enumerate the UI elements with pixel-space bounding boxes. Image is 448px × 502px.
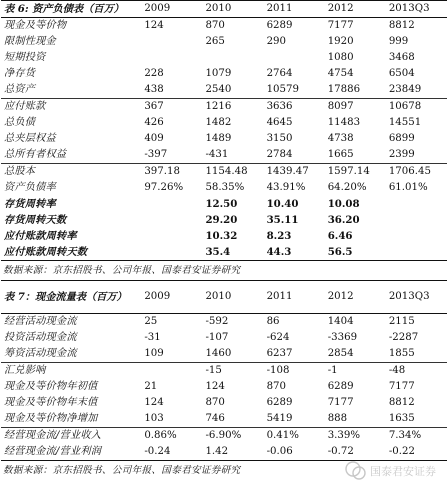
column-header: 2011 — [264, 281, 325, 314]
table-cell: -2287 — [388, 332, 419, 343]
row-label: 投资活动现金流 — [4, 332, 77, 343]
table-cell: 888 — [327, 413, 348, 424]
table-cell: 0.86% — [141, 428, 202, 445]
table-cell — [386, 196, 447, 212]
table-row — [1, 82, 447, 99]
table-cell: 7.34% — [386, 428, 447, 445]
row-label: 现金及等价物净增加 — [4, 413, 98, 424]
table-cell: 97.26% — [144, 182, 184, 193]
row-label: 净存货 — [4, 68, 36, 79]
table-cell: 109 — [144, 348, 164, 359]
row-label: 现金及等价物年末值 — [4, 397, 98, 408]
table-cell: -624 — [266, 332, 290, 343]
table-cell: 11483 — [327, 117, 361, 128]
table-row — [1, 228, 447, 244]
table-cell — [141, 244, 202, 261]
table-cell: 870 — [205, 20, 225, 31]
table-cell: -397 — [144, 149, 168, 160]
table-cell: 10.08 — [327, 198, 360, 210]
column-header: 2013Q3 — [386, 1, 447, 18]
table-cell: 29.20 — [205, 214, 238, 226]
table-cell: 1154.48 — [202, 164, 263, 181]
cash-flow-title: 表 7：现金流量表（百万） — [1, 281, 141, 314]
table-cell: 4754 — [327, 68, 354, 79]
table-cell: -3369 — [327, 332, 358, 343]
table-row — [1, 66, 447, 82]
column-header: 2009 — [141, 281, 202, 314]
table-cell: 6289 — [266, 20, 293, 31]
table-cell: 35.4 — [202, 244, 263, 261]
table-cell: 103 — [144, 413, 164, 424]
column-header: 2011 — [264, 1, 325, 18]
table-cell: -15 — [202, 363, 263, 380]
table-cell — [386, 228, 447, 244]
row-label: 应付账款周转天数 — [1, 244, 141, 261]
table-cell: -31 — [144, 332, 161, 343]
row-label: 现金及等价物 — [4, 20, 67, 31]
balance-sheet-table — [1, 0, 447, 261]
table-cell: 1855 — [388, 348, 415, 359]
row-label: 应付账款 — [1, 99, 141, 116]
table-cell: 6504 — [388, 68, 415, 79]
table-row — [1, 99, 447, 116]
table-row — [1, 411, 447, 428]
table-cell: -592 — [205, 316, 229, 327]
cash-flow-header-row — [1, 281, 447, 314]
table-cell: 124 — [144, 20, 164, 31]
table-cell: 6289 — [266, 397, 293, 408]
table-cell: 56.5 — [325, 244, 386, 261]
table-cell: 35.11 — [266, 214, 299, 226]
table-cell: 5419 — [266, 413, 293, 424]
table-cell: 10678 — [386, 99, 447, 116]
table-cell: 1482 — [205, 117, 232, 128]
table-cell: 1665 — [327, 149, 354, 160]
table-cell: 397.18 — [141, 164, 202, 181]
table-cell: 7177 — [327, 20, 354, 31]
column-header: 2010 — [202, 281, 263, 314]
table-cell: 10.32 — [205, 230, 238, 242]
row-label: 总夹层权益 — [4, 133, 56, 144]
table-cell: 1460 — [205, 348, 232, 359]
table-cell: 124 — [144, 397, 164, 408]
table-cell: 23849 — [388, 84, 422, 95]
table-cell — [141, 196, 202, 212]
table-cell: 870 — [266, 381, 287, 392]
table-row — [1, 50, 447, 66]
row-label: 资产负债率 — [4, 182, 56, 193]
wechat-logo-icon — [344, 458, 440, 484]
table-row — [1, 346, 447, 363]
column-header: 2013Q3 — [386, 281, 447, 314]
table-cell: 7177 — [388, 381, 415, 392]
table-cell: 1439.47 — [264, 164, 325, 181]
watermark-text: 国泰君安证券 — [370, 465, 436, 478]
table-cell: 8812 — [388, 20, 415, 31]
table-row — [1, 115, 447, 131]
table-cell: 228 — [144, 68, 164, 79]
balance-sheet-header-row — [1, 1, 447, 18]
column-header: 2012 — [325, 1, 386, 18]
table-cell: 438 — [144, 84, 164, 95]
table-cell: 1706.45 — [386, 164, 447, 181]
table-cell: 426 — [144, 117, 164, 128]
table-row — [1, 428, 447, 445]
table-cell: 2764 — [266, 68, 293, 79]
table-cell: 17886 — [327, 84, 361, 95]
table-cell: -0.72 — [325, 444, 386, 461]
table-row — [1, 131, 447, 147]
table-cell: 3.39% — [325, 428, 386, 445]
table-cell — [141, 34, 202, 50]
table-cell: 409 — [144, 133, 164, 144]
table-cell: 3150 — [266, 133, 293, 144]
table-cell: 367 — [141, 99, 202, 116]
row-label: 短期投资 — [4, 52, 46, 63]
row-label: 限制性现金 — [4, 36, 56, 47]
table-cell: -431 — [205, 149, 229, 160]
table-row — [1, 212, 447, 228]
table-cell: 12.50 — [205, 198, 238, 210]
column-header: 2010 — [202, 1, 263, 18]
table-cell: -48 — [386, 363, 447, 380]
table-cell: 86 — [266, 316, 280, 327]
row-label: 总资产 — [4, 84, 36, 95]
table-row — [1, 196, 447, 212]
table-row — [1, 379, 447, 395]
row-label: 筹资活动现金流 — [4, 348, 77, 359]
balance-sheet-source-note: 数据来源：京东招股书、公司年报、国泰君安证券研究 — [3, 265, 241, 276]
table-cell: 870 — [205, 397, 225, 408]
table-cell: 290 — [266, 36, 287, 47]
table-cell: -1 — [325, 363, 386, 380]
table-cell — [141, 363, 202, 380]
table-cell: 14551 — [388, 117, 422, 128]
table-row — [1, 34, 447, 50]
row-label: 总负债 — [4, 117, 36, 128]
table-row — [1, 363, 447, 380]
table-cell — [386, 244, 447, 261]
table-cell: 1404 — [327, 316, 354, 327]
table-cell: -0.24 — [141, 444, 202, 461]
table-cell: 3636 — [264, 99, 325, 116]
table-row — [1, 180, 447, 196]
table-cell: 7177 — [327, 397, 354, 408]
table-cell: -6.90% — [202, 428, 263, 445]
cash-flow-source-note: 数据来源：京东招股书、公司年报、国泰君安证券研究 — [3, 465, 241, 476]
table-row — [1, 18, 447, 35]
row-label: 经营现金流/营业利润 — [1, 444, 141, 461]
table-cell — [141, 50, 202, 66]
row-label: 经营现金流/营业收入 — [1, 428, 141, 445]
table-cell — [141, 212, 202, 228]
table-row — [1, 395, 447, 411]
table-cell — [264, 50, 325, 66]
table-cell: 746 — [205, 413, 225, 424]
table-cell: -108 — [264, 363, 325, 380]
table-cell: 58.35% — [205, 182, 245, 193]
table-cell: 8.23 — [266, 230, 292, 242]
row-label: 总所有者权益 — [4, 149, 67, 160]
row-label: 存货周转率 — [4, 198, 56, 210]
table-cell: 8812 — [388, 397, 415, 408]
cash-flow-table — [1, 280, 447, 461]
table-cell — [202, 50, 263, 66]
table-cell: 2784 — [266, 149, 293, 160]
table-cell: 1080 — [327, 52, 354, 63]
table-row — [1, 164, 447, 181]
table-cell: 1597.14 — [325, 164, 386, 181]
table-cell: 2115 — [388, 316, 415, 327]
table-cell: 1489 — [205, 133, 232, 144]
table-row — [1, 314, 447, 331]
table-cell: 36.20 — [327, 214, 360, 226]
table-cell: 1635 — [388, 413, 415, 424]
row-label: 存货周转天数 — [4, 214, 67, 226]
column-header: 2009 — [141, 1, 202, 18]
table-row — [1, 147, 447, 164]
table-cell: 3468 — [388, 52, 415, 63]
row-label: 经营活动现金流 — [4, 316, 77, 327]
row-label: 现金及等价物年初值 — [4, 381, 98, 392]
table-cell: 265 — [205, 36, 225, 47]
row-label: 总股本 — [1, 164, 141, 181]
table-cell: -107 — [205, 332, 229, 343]
table-cell: 10.40 — [266, 198, 299, 210]
table-cell: 4738 — [327, 133, 354, 144]
table-cell: 1920 — [327, 36, 354, 47]
table-cell: 1.42 — [202, 444, 263, 461]
row-label: 汇兑影响 — [1, 363, 141, 380]
table-cell: 10579 — [266, 84, 299, 95]
table-cell: 43.91% — [266, 182, 306, 193]
table-cell: 4645 — [266, 117, 293, 128]
table-cell: 44.3 — [264, 244, 325, 261]
table-cell — [386, 212, 447, 228]
table-cell: 21 — [144, 381, 158, 392]
table-cell: 2854 — [327, 348, 354, 359]
table-cell: 0.41% — [264, 428, 325, 445]
table-cell: 999 — [388, 36, 409, 47]
column-header: 2012 — [325, 281, 386, 314]
table-cell: 6899 — [388, 133, 415, 144]
table-row — [1, 244, 447, 261]
table-row — [1, 330, 447, 346]
row-label: 应付账款周转率 — [4, 230, 77, 242]
table-cell: 6237 — [266, 348, 293, 359]
table-cell: 25 — [144, 316, 158, 327]
table-cell: -0.22 — [386, 444, 447, 461]
balance-sheet-title: 表 6: 资产负债表（百万） — [1, 1, 141, 18]
table-cell: 61.01% — [388, 182, 428, 193]
table-cell: 2399 — [388, 149, 415, 160]
table-cell: 2540 — [205, 84, 232, 95]
table-cell: 64.20% — [327, 182, 367, 193]
table-cell: 8097 — [325, 99, 386, 116]
table-cell: 1216 — [202, 99, 263, 116]
table-cell: 1079 — [205, 68, 232, 79]
table-cell: -0.06 — [264, 444, 325, 461]
table-cell — [141, 228, 202, 244]
table-cell: 6.46 — [327, 230, 353, 242]
table-cell: 6289 — [327, 381, 354, 392]
table-cell: 124 — [205, 381, 225, 392]
